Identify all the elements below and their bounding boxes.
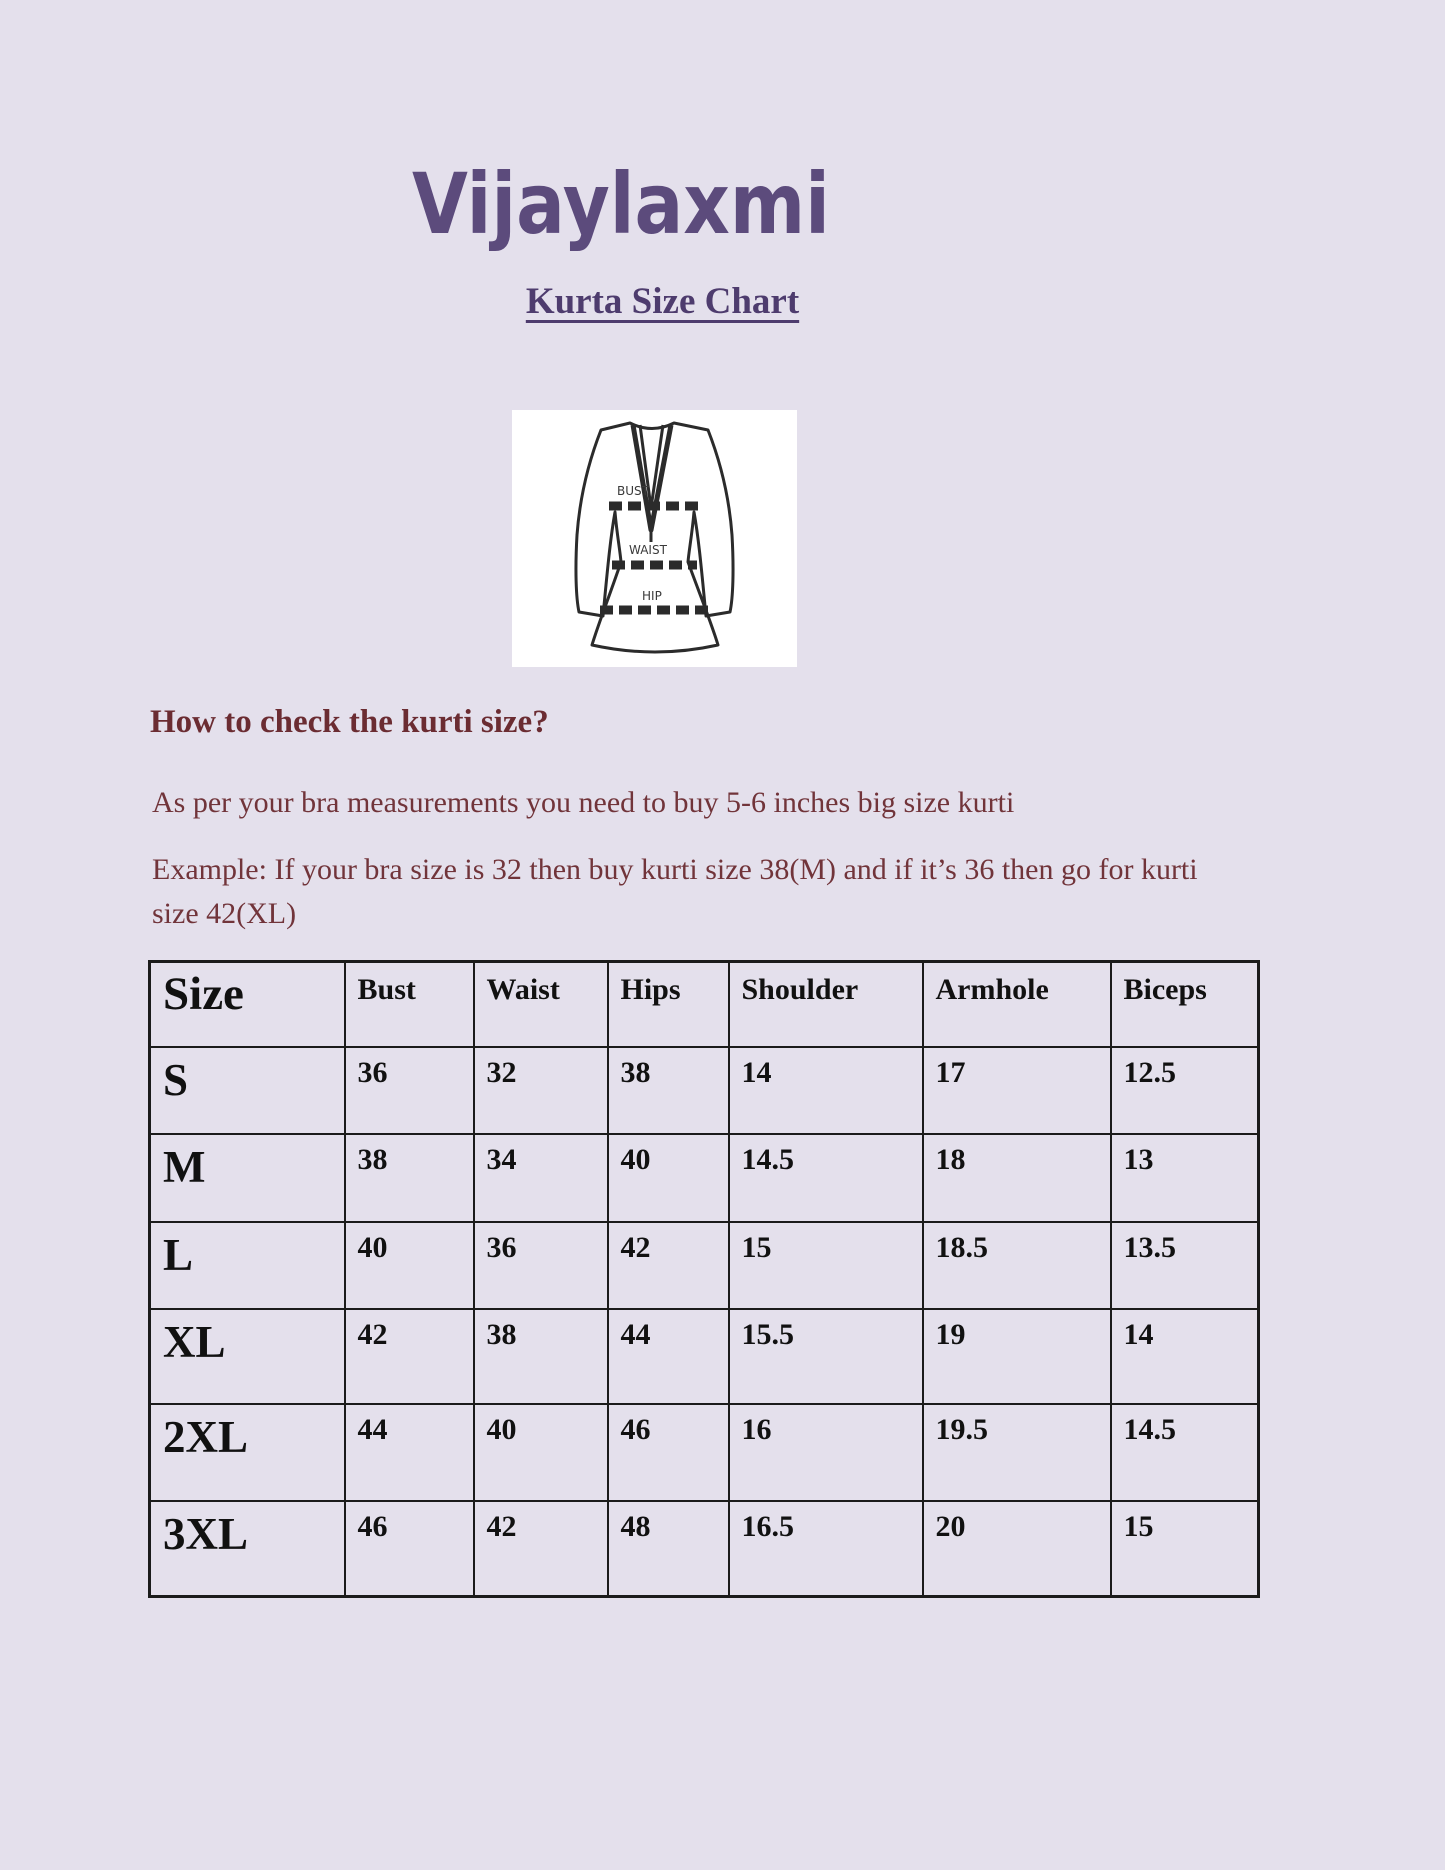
- cell-bust: 38: [345, 1134, 474, 1222]
- size-label: L: [150, 1222, 345, 1309]
- size-label: S: [150, 1047, 345, 1134]
- cell-waist: 34: [474, 1134, 608, 1222]
- cell-shoulder: 16.5: [729, 1501, 923, 1597]
- cell-shoulder: 14.5: [729, 1134, 923, 1222]
- cell-hips: 48: [608, 1501, 729, 1597]
- cell-biceps: 12.5: [1111, 1047, 1259, 1134]
- guide-line-1: As per your bra measurements you need to buy 5-6 inches big size kurti: [152, 786, 1015, 819]
- column-header-shoulder: Shoulder: [729, 962, 923, 1047]
- cell-bust: 36: [345, 1047, 474, 1134]
- cell-biceps: 14.5: [1111, 1404, 1259, 1501]
- cell-armhole: 18.5: [923, 1222, 1111, 1309]
- cell-shoulder: 14: [729, 1047, 923, 1134]
- cell-biceps: 15: [1111, 1501, 1259, 1597]
- cell-biceps: 14: [1111, 1309, 1259, 1404]
- size-chart-table: [148, 960, 1260, 1598]
- page-title: Kurta Size Chart: [525, 281, 800, 322]
- cell-bust: 46: [345, 1501, 474, 1597]
- cell-bust: 42: [345, 1309, 474, 1404]
- cell-shoulder: 15: [729, 1222, 923, 1309]
- cell-armhole: 17: [923, 1047, 1111, 1134]
- cell-waist: 40: [474, 1404, 608, 1501]
- cell-bust: 40: [345, 1222, 474, 1309]
- cell-hips: 38: [608, 1047, 729, 1134]
- kurta-line-drawing: [512, 410, 797, 667]
- size-label: M: [150, 1134, 345, 1222]
- cell-biceps: 13.5: [1111, 1222, 1259, 1309]
- hip-label: HIP: [642, 589, 662, 603]
- cell-hips: 44: [608, 1309, 729, 1404]
- cell-armhole: 20: [923, 1501, 1111, 1597]
- table-row: [150, 1222, 1259, 1309]
- table-row: [150, 1047, 1259, 1134]
- kurta-measurement-figure: [512, 410, 797, 667]
- cell-armhole: 18: [923, 1134, 1111, 1222]
- bust-label: BUST: [617, 484, 649, 498]
- section-heading: How to check the kurti size?: [150, 704, 549, 740]
- column-header-biceps: Biceps: [1111, 962, 1259, 1047]
- column-header-waist: Waist: [474, 962, 608, 1047]
- kurta-silhouette: [576, 423, 733, 652]
- column-header-hips: Hips: [608, 962, 729, 1047]
- size-label: XL: [150, 1309, 345, 1404]
- cell-waist: 36: [474, 1222, 608, 1309]
- column-header-bust: Bust: [345, 962, 474, 1047]
- cell-biceps: 13: [1111, 1134, 1259, 1222]
- cell-hips: 42: [608, 1222, 729, 1309]
- cell-shoulder: 16: [729, 1404, 923, 1501]
- table-row: [150, 1404, 1259, 1501]
- cell-shoulder: 15.5: [729, 1309, 923, 1404]
- column-header-size: Size: [150, 962, 345, 1047]
- cell-hips: 40: [608, 1134, 729, 1222]
- brand-logo: Vijaylaxmi: [412, 155, 830, 253]
- table-row: [150, 1501, 1259, 1597]
- cell-bust: 44: [345, 1404, 474, 1501]
- cell-waist: 32: [474, 1047, 608, 1134]
- waist-label: WAIST: [629, 543, 667, 557]
- table-header-row: [150, 962, 1259, 1047]
- cell-waist: 38: [474, 1309, 608, 1404]
- column-header-armhole: Armhole: [923, 962, 1111, 1047]
- guide-line-2: Example: If your bra size is 32 then buy kurti size 38(M) and if it’s 36 then go for kurti size 42(XL): [152, 853, 1198, 930]
- size-label: 2XL: [150, 1404, 345, 1501]
- cell-hips: 46: [608, 1404, 729, 1501]
- size-label: 3XL: [150, 1501, 345, 1597]
- cell-waist: 42: [474, 1501, 608, 1597]
- cell-armhole: 19.5: [923, 1404, 1111, 1501]
- cell-armhole: 19: [923, 1309, 1111, 1404]
- table-row: [150, 1309, 1259, 1404]
- table-row: [150, 1134, 1259, 1222]
